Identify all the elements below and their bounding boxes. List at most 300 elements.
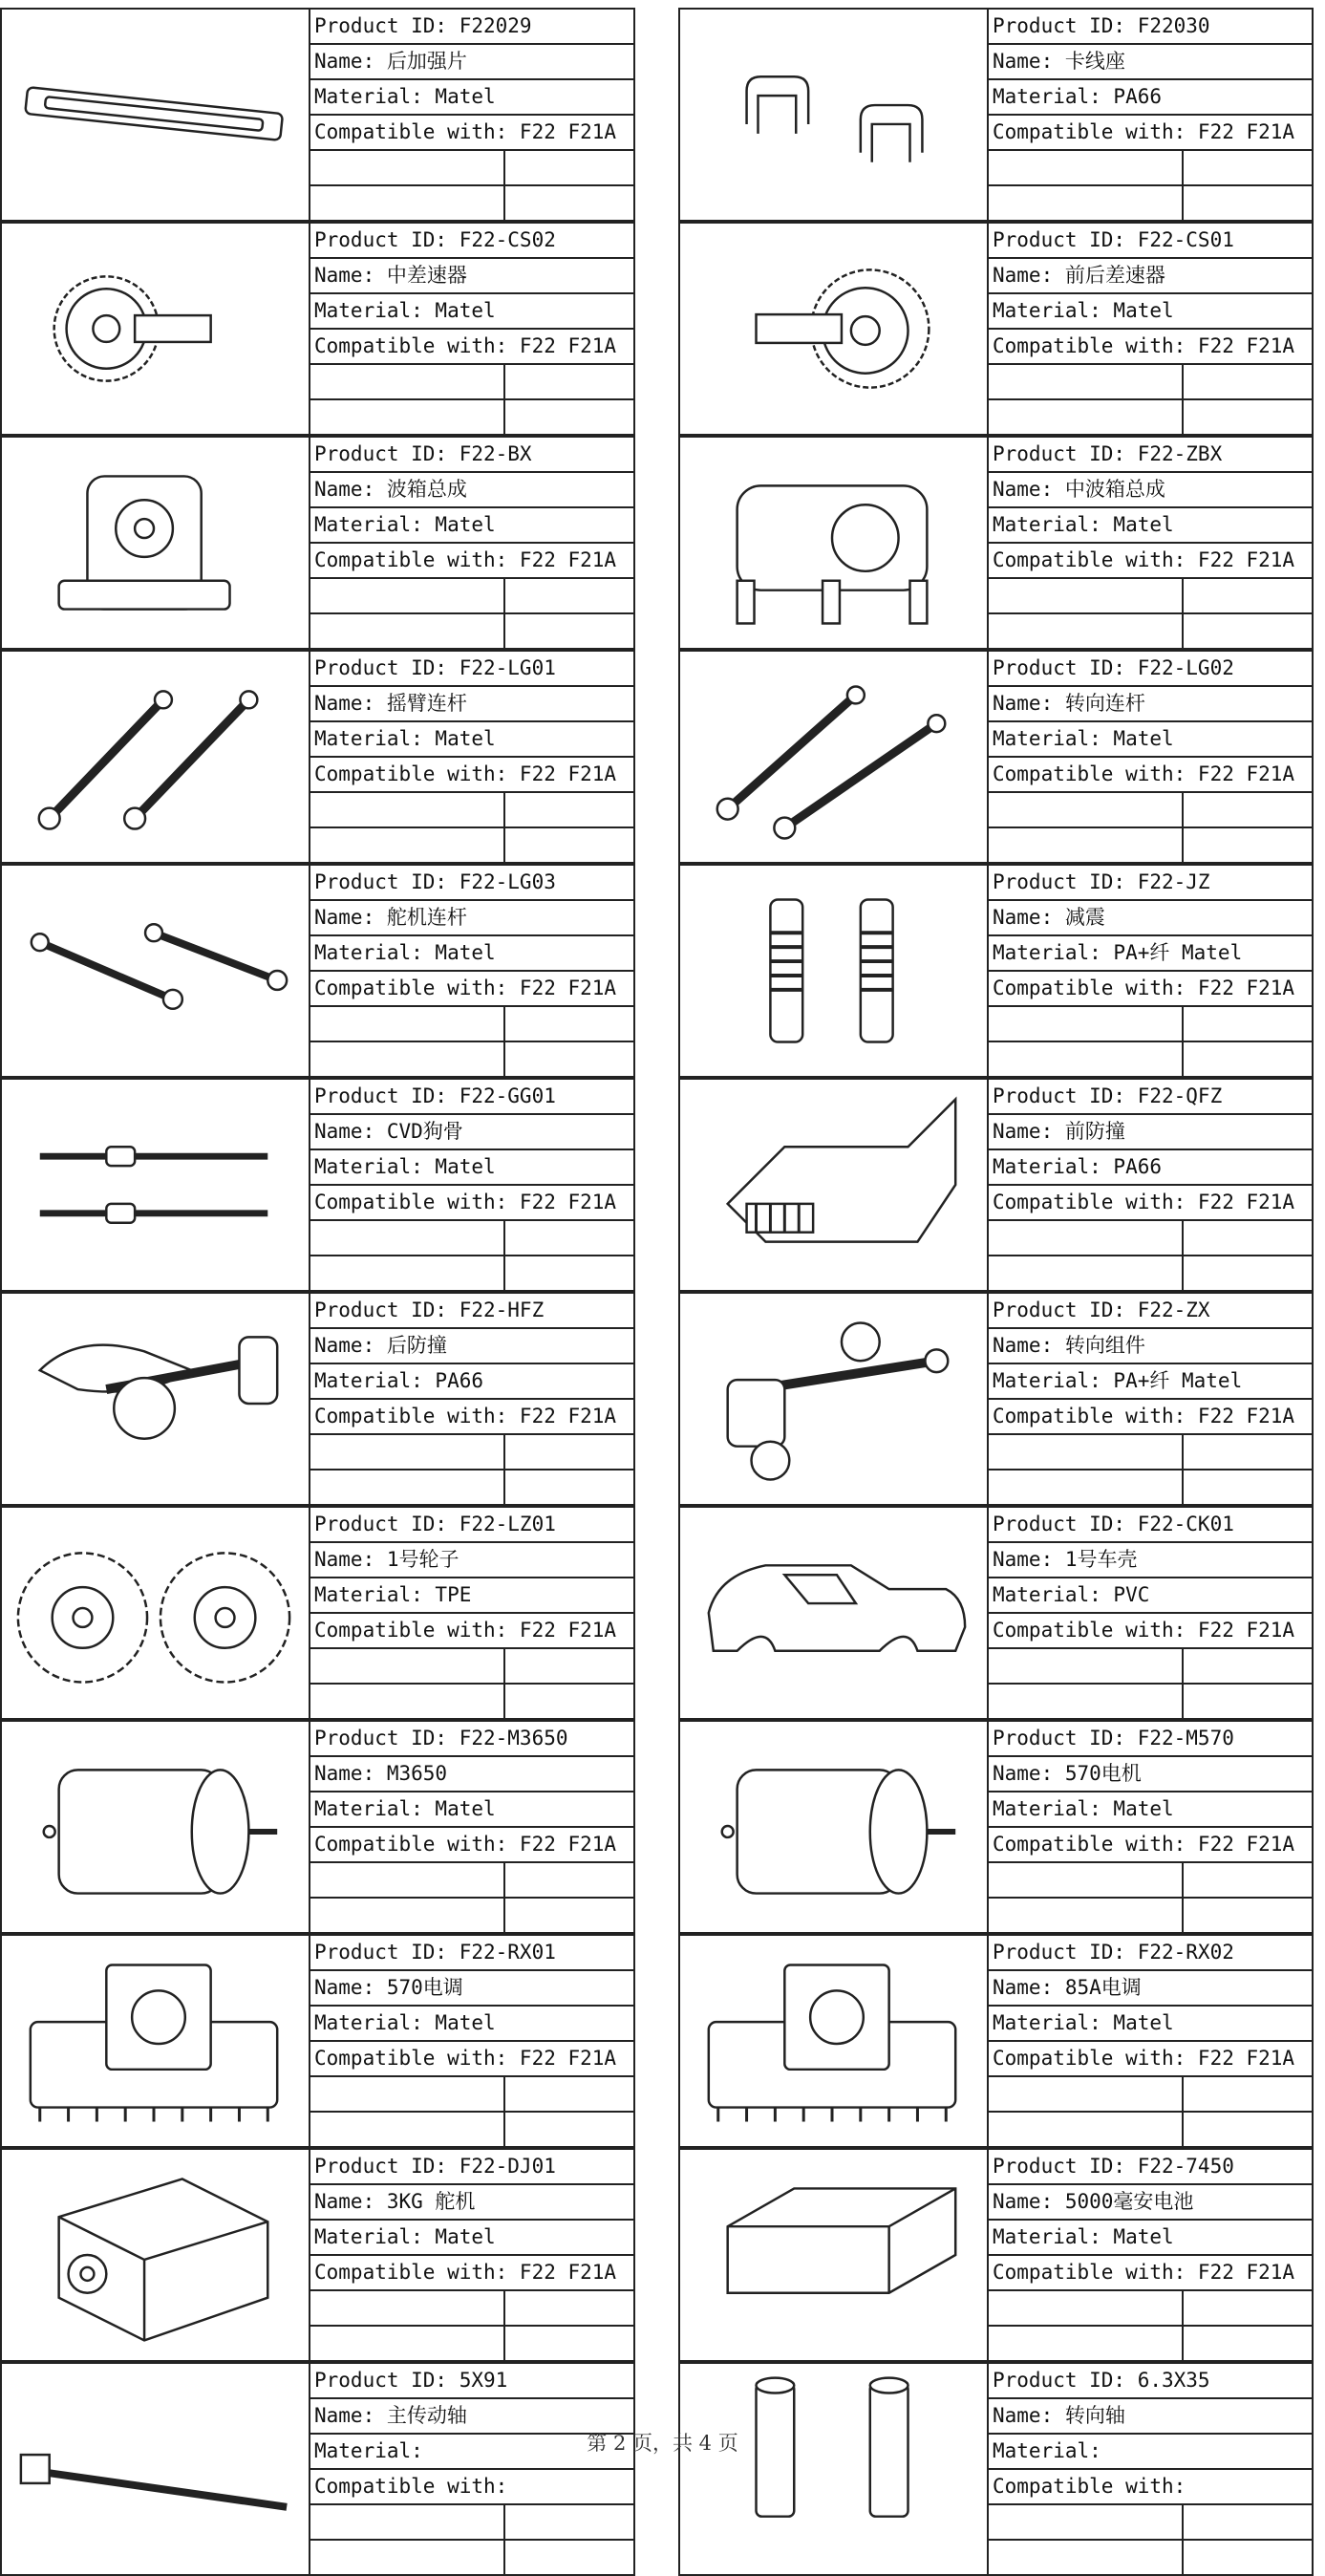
product-id: Product ID: F22-JZ bbox=[989, 866, 1312, 901]
product-material: Material: PA+纤 Matel bbox=[989, 1364, 1312, 1400]
blank-cell bbox=[310, 1899, 505, 1934]
swing-arm-link-icon bbox=[2, 652, 310, 862]
blank-cell bbox=[505, 2541, 633, 2576]
product-compatible: Compatible with: F22 F21A bbox=[989, 972, 1312, 1007]
product-name: Name: 波箱总成 bbox=[310, 473, 633, 508]
blank-cell bbox=[1184, 2505, 1312, 2539]
product-name: Name: M3650 bbox=[310, 1757, 633, 1792]
product-compatible: Compatible with: F22 F21A bbox=[310, 972, 633, 1007]
product-material: Material: bbox=[989, 2435, 1312, 2470]
blank-cell bbox=[310, 2291, 505, 2325]
product-id: Product ID: F22-RX01 bbox=[310, 1936, 633, 1971]
blank-cell bbox=[1184, 2327, 1312, 2362]
product-card-f22-cs01 bbox=[678, 222, 1314, 436]
blank-row bbox=[989, 793, 1312, 828]
product-id: Product ID: F22-HFZ bbox=[310, 1294, 633, 1329]
blank-row bbox=[310, 186, 633, 222]
product-id: Product ID: F22-DJ01 bbox=[310, 2150, 633, 2185]
servo-icon bbox=[2, 2150, 310, 2360]
blank-row bbox=[310, 151, 633, 186]
product-material: Material: Matel bbox=[989, 2007, 1312, 2042]
blank-cell bbox=[989, 2541, 1184, 2576]
steering-assembly-icon bbox=[680, 1294, 989, 1504]
blank-row bbox=[310, 1685, 633, 1720]
blank-cell bbox=[1184, 1649, 1312, 1683]
blank-cell bbox=[505, 1470, 633, 1506]
product-card-f22-7450 bbox=[678, 2148, 1314, 2362]
product-compatible: Compatible with: F22 F21A bbox=[989, 1828, 1312, 1863]
blank-cell bbox=[505, 1435, 633, 1469]
product-material: Material: Matel bbox=[310, 1150, 633, 1186]
blank-cell bbox=[310, 151, 505, 184]
product-info-table bbox=[310, 1080, 633, 1290]
blank-row bbox=[310, 2077, 633, 2113]
blank-cell bbox=[505, 400, 633, 436]
blank-cell bbox=[989, 2291, 1184, 2325]
product-info-table bbox=[989, 224, 1312, 434]
product-name: Name: 后防撞 bbox=[310, 1329, 633, 1364]
product-card-f22-zbx bbox=[678, 436, 1314, 650]
product-id: Product ID: F22-RX02 bbox=[989, 1936, 1312, 1971]
product-compatible: Compatible with: F22 F21A bbox=[989, 544, 1312, 579]
drive-shaft-icon bbox=[2, 2364, 310, 2574]
product-material: Material: Matel bbox=[989, 294, 1312, 330]
product-id: Product ID: F22-7450 bbox=[989, 2150, 1312, 2185]
steering-shaft-icon bbox=[680, 2364, 989, 2574]
product-name: Name: 570电调 bbox=[310, 1971, 633, 2007]
blank-cell bbox=[989, 400, 1184, 436]
blank-cell bbox=[1184, 151, 1312, 184]
blank-cell bbox=[1184, 186, 1312, 222]
esc-icon bbox=[2, 1936, 310, 2146]
servo-link-icon bbox=[2, 866, 310, 1076]
product-card-f22-bx bbox=[0, 436, 635, 650]
blank-cell bbox=[505, 2505, 633, 2539]
product-material: Material: Matel bbox=[310, 508, 633, 544]
product-compatible: Compatible with: F22 F21A bbox=[310, 1614, 633, 1649]
blank-cell bbox=[1184, 1221, 1312, 1255]
blank-cell bbox=[505, 1042, 633, 1078]
product-compatible: Compatible with: F22 F21A bbox=[989, 116, 1312, 151]
blank-row bbox=[310, 2505, 633, 2541]
blank-row bbox=[310, 828, 633, 864]
blank-cell bbox=[989, 365, 1184, 398]
product-material: Material: Matel bbox=[989, 2221, 1312, 2256]
product-material: Material: Matel bbox=[989, 722, 1312, 758]
product-id: Product ID: F22-LZ01 bbox=[310, 1508, 633, 1543]
product-name: Name: 减震 bbox=[989, 901, 1312, 936]
product-name: Name: 舵机连杆 bbox=[310, 901, 633, 936]
blank-cell bbox=[1184, 2541, 1312, 2576]
blank-cell bbox=[310, 365, 505, 398]
product-name: Name: 后加强片 bbox=[310, 45, 633, 80]
product-name: Name: 卡线座 bbox=[989, 45, 1312, 80]
product-card-f22030 bbox=[678, 8, 1314, 222]
product-compatible: Compatible with: bbox=[989, 2470, 1312, 2505]
blank-row bbox=[310, 1256, 633, 1292]
blank-cell bbox=[505, 1685, 633, 1720]
product-info-table bbox=[989, 1080, 1312, 1290]
blank-cell bbox=[1184, 2113, 1312, 2148]
product-compatible: Compatible with: F22 F21A bbox=[310, 758, 633, 793]
blank-cell bbox=[310, 2505, 505, 2539]
blank-cell bbox=[310, 1256, 505, 1292]
product-id: Product ID: F22-M3650 bbox=[310, 1722, 633, 1757]
blank-cell bbox=[1184, 1042, 1312, 1078]
blank-row bbox=[989, 1685, 1312, 1720]
product-card-f22-jz bbox=[678, 864, 1314, 1078]
product-info-table bbox=[310, 652, 633, 862]
product-id: Product ID: F22-M570 bbox=[989, 1722, 1312, 1757]
blank-cell bbox=[1184, 793, 1312, 826]
product-info-table bbox=[310, 1508, 633, 1718]
product-id: Product ID: 6.3X35 bbox=[989, 2364, 1312, 2399]
product-name: Name: 中差速器 bbox=[310, 259, 633, 294]
blank-cell bbox=[1184, 2291, 1312, 2325]
product-info-table bbox=[310, 1722, 633, 1932]
blank-row bbox=[310, 1649, 633, 1685]
product-id: Product ID: F22-ZBX bbox=[989, 438, 1312, 473]
product-name: Name: 570电机 bbox=[989, 1757, 1312, 1792]
blank-cell bbox=[989, 1435, 1184, 1469]
steering-link-icon bbox=[680, 652, 989, 862]
blank-row bbox=[989, 1899, 1312, 1934]
product-card-f22029 bbox=[0, 8, 635, 222]
product-name: Name: 主传动轴 bbox=[310, 2399, 633, 2435]
product-material: Material: PA66 bbox=[989, 1150, 1312, 1186]
product-info-table bbox=[310, 2150, 633, 2360]
product-info-table bbox=[989, 1936, 1312, 2146]
blank-row bbox=[989, 2327, 1312, 2362]
blank-row bbox=[310, 2327, 633, 2362]
blank-cell bbox=[989, 828, 1184, 864]
product-card-f22-qfz bbox=[678, 1078, 1314, 1292]
product-material: Material: bbox=[310, 2435, 633, 2470]
product-compatible: Compatible with: F22 F21A bbox=[310, 2042, 633, 2077]
product-material: Material: PA66 bbox=[310, 1364, 633, 1400]
blank-cell bbox=[989, 1863, 1184, 1897]
product-id: Product ID: F22-BX bbox=[310, 438, 633, 473]
blank-row bbox=[310, 579, 633, 614]
blank-row bbox=[310, 2541, 633, 2576]
blank-cell bbox=[505, 614, 633, 650]
blank-row bbox=[989, 151, 1312, 186]
blank-cell bbox=[989, 151, 1184, 184]
page-footer: 第 2 页，共 4 页 bbox=[587, 2432, 738, 2455]
blank-cell bbox=[989, 2327, 1184, 2362]
product-name: Name: 5000毫安电池 bbox=[989, 2185, 1312, 2221]
blank-row bbox=[989, 1256, 1312, 1292]
product-material: Material: Matel bbox=[989, 1792, 1312, 1828]
product-id: Product ID: F22-CK01 bbox=[989, 1508, 1312, 1543]
blank-row bbox=[310, 2291, 633, 2327]
motor-icon bbox=[2, 1722, 310, 1932]
blank-cell bbox=[505, 793, 633, 826]
blank-cell bbox=[1184, 579, 1312, 612]
product-id: Product ID: F22-GG01 bbox=[310, 1080, 633, 1115]
product-card-f22-dj01 bbox=[0, 2148, 635, 2362]
blank-row bbox=[989, 2505, 1312, 2541]
blank-row bbox=[989, 1649, 1312, 1685]
blank-row bbox=[310, 2113, 633, 2148]
blank-cell bbox=[310, 793, 505, 826]
blank-cell bbox=[505, 1007, 633, 1041]
blank-cell bbox=[310, 1435, 505, 1469]
blank-cell bbox=[310, 1007, 505, 1041]
blank-cell bbox=[989, 1899, 1184, 1934]
product-name: Name: 转向组件 bbox=[989, 1329, 1312, 1364]
blank-cell bbox=[310, 2077, 505, 2111]
blank-row bbox=[989, 2077, 1312, 2113]
blank-row bbox=[310, 1007, 633, 1042]
product-name: Name: 3KG 舵机 bbox=[310, 2185, 633, 2221]
blank-row bbox=[310, 365, 633, 400]
blank-cell bbox=[505, 1256, 633, 1292]
blank-row bbox=[310, 1899, 633, 1934]
blank-cell bbox=[1184, 828, 1312, 864]
blank-cell bbox=[989, 186, 1184, 222]
product-id: Product ID: F22030 bbox=[989, 10, 1312, 45]
blank-row bbox=[310, 614, 633, 650]
blank-cell bbox=[989, 1221, 1184, 1255]
wheel-icon bbox=[2, 1508, 310, 1718]
product-card-f22-lg01 bbox=[0, 650, 635, 864]
product-info-table bbox=[310, 866, 633, 1076]
center-differential-icon bbox=[2, 224, 310, 434]
product-info-table bbox=[310, 1294, 633, 1504]
blank-cell bbox=[1184, 1007, 1312, 1041]
blank-cell bbox=[310, 614, 505, 650]
product-info-table bbox=[989, 1294, 1312, 1504]
product-compatible: Compatible with: F22 F21A bbox=[310, 330, 633, 365]
front-bumper-icon bbox=[680, 1080, 989, 1290]
blank-cell bbox=[1184, 1256, 1312, 1292]
product-material: Material: Matel bbox=[310, 294, 633, 330]
blank-cell bbox=[1184, 614, 1312, 650]
product-id: Product ID: F22-LG02 bbox=[989, 652, 1312, 687]
blank-cell bbox=[989, 2113, 1184, 2148]
blank-cell bbox=[1184, 365, 1312, 398]
product-card-f22-zx bbox=[678, 1292, 1314, 1506]
differential-icon bbox=[680, 224, 989, 434]
motor-icon bbox=[680, 1722, 989, 1932]
blank-row bbox=[989, 1435, 1312, 1470]
blank-cell bbox=[505, 1649, 633, 1683]
product-info-table bbox=[989, 10, 1312, 220]
blank-cell bbox=[989, 1256, 1184, 1292]
product-card-f22-ck01 bbox=[678, 1506, 1314, 1720]
blank-row bbox=[989, 1007, 1312, 1042]
blank-row bbox=[310, 400, 633, 436]
blank-row bbox=[310, 1042, 633, 1078]
product-compatible: Compatible with: F22 F21A bbox=[310, 1828, 633, 1863]
product-card-f22-rx02 bbox=[678, 1934, 1314, 2148]
blank-row bbox=[989, 1221, 1312, 1256]
blank-row bbox=[989, 365, 1312, 400]
product-card-6-3x35 bbox=[678, 2362, 1314, 2576]
product-compatible: Compatible with: F22 F21A bbox=[310, 1186, 633, 1221]
product-card-f22-m3650 bbox=[0, 1720, 635, 1934]
product-info-table bbox=[989, 866, 1312, 1076]
product-compatible: Compatible with: F22 F21A bbox=[989, 1400, 1312, 1435]
blank-row bbox=[989, 1470, 1312, 1506]
product-card-f22-m570 bbox=[678, 1720, 1314, 1934]
reinforcement-plate-icon bbox=[2, 10, 310, 220]
shock-absorber-icon bbox=[680, 866, 989, 1076]
blank-cell bbox=[310, 1470, 505, 1506]
blank-cell bbox=[1184, 1470, 1312, 1506]
blank-cell bbox=[505, 186, 633, 222]
product-info-table bbox=[310, 10, 633, 220]
product-compatible: Compatible with: F22 F21A bbox=[989, 758, 1312, 793]
product-compatible: Compatible with: F22 F21A bbox=[989, 1614, 1312, 1649]
blank-row bbox=[989, 2113, 1312, 2148]
product-card-f22-lz01 bbox=[0, 1506, 635, 1720]
blank-cell bbox=[310, 400, 505, 436]
product-material: Material: Matel bbox=[310, 936, 633, 972]
battery-icon bbox=[680, 2150, 989, 2360]
blank-cell bbox=[310, 2113, 505, 2148]
blank-cell bbox=[505, 2077, 633, 2111]
blank-row bbox=[989, 400, 1312, 436]
product-id: Product ID: F22-LG03 bbox=[310, 866, 633, 901]
center-gearbox-icon bbox=[680, 438, 989, 648]
product-info-table bbox=[310, 1936, 633, 2146]
product-info-table bbox=[989, 1508, 1312, 1718]
product-material: Material: Matel bbox=[310, 2221, 633, 2256]
product-name: Name: CVD狗骨 bbox=[310, 1115, 633, 1150]
product-name: Name: 前后差速器 bbox=[989, 259, 1312, 294]
blank-row bbox=[310, 793, 633, 828]
product-id: Product ID: F22029 bbox=[310, 10, 633, 45]
product-card-f22-lg02 bbox=[678, 650, 1314, 864]
blank-cell bbox=[505, 365, 633, 398]
blank-cell bbox=[989, 579, 1184, 612]
blank-row bbox=[989, 614, 1312, 650]
esc-icon bbox=[680, 1936, 989, 2146]
product-material: Material: PA66 bbox=[989, 80, 1312, 116]
product-card-f22-lg03 bbox=[0, 864, 635, 1078]
blank-cell bbox=[989, 1649, 1184, 1683]
product-info-table bbox=[310, 224, 633, 434]
product-card-f22-rx01 bbox=[0, 1934, 635, 2148]
product-id: Product ID: 5X91 bbox=[310, 2364, 633, 2399]
blank-cell bbox=[989, 1007, 1184, 1041]
blank-cell bbox=[1184, 1863, 1312, 1897]
product-card-f22-gg01 bbox=[0, 1078, 635, 1292]
blank-cell bbox=[989, 1042, 1184, 1078]
rear-bumper-icon bbox=[2, 1294, 310, 1504]
product-compatible: Compatible with: bbox=[310, 2470, 633, 2505]
blank-cell bbox=[989, 2077, 1184, 2111]
blank-cell bbox=[505, 2291, 633, 2325]
product-compatible: Compatible with: F22 F21A bbox=[310, 544, 633, 579]
wire-clip-icon bbox=[680, 10, 989, 220]
blank-row bbox=[310, 1435, 633, 1470]
blank-cell bbox=[989, 614, 1184, 650]
blank-cell bbox=[989, 793, 1184, 826]
product-id: Product ID: F22-CS01 bbox=[989, 224, 1312, 259]
product-id: Product ID: F22-CS02 bbox=[310, 224, 633, 259]
blank-cell bbox=[310, 1685, 505, 1720]
product-info-table bbox=[310, 2364, 633, 2574]
blank-cell bbox=[310, 2327, 505, 2362]
blank-cell bbox=[989, 1470, 1184, 1506]
blank-row bbox=[989, 828, 1312, 864]
product-compatible: Compatible with: F22 F21A bbox=[989, 330, 1312, 365]
blank-cell bbox=[505, 1899, 633, 1934]
product-compatible: Compatible with: F22 F21A bbox=[989, 2042, 1312, 2077]
blank-row bbox=[310, 1863, 633, 1899]
product-name: Name: 摇臂连杆 bbox=[310, 687, 633, 722]
blank-cell bbox=[310, 186, 505, 222]
blank-row bbox=[989, 579, 1312, 614]
blank-cell bbox=[505, 1221, 633, 1255]
product-material: Material: PVC bbox=[989, 1578, 1312, 1614]
cvd-dogbone-icon bbox=[2, 1080, 310, 1290]
product-info-table bbox=[989, 2364, 1312, 2574]
blank-cell bbox=[989, 2505, 1184, 2539]
product-name: Name: 85A电调 bbox=[989, 1971, 1312, 2007]
product-compatible: Compatible with: F22 F21A bbox=[310, 2256, 633, 2291]
blank-cell bbox=[505, 828, 633, 864]
blank-cell bbox=[1184, 400, 1312, 436]
blank-cell bbox=[1184, 1899, 1312, 1934]
blank-cell bbox=[505, 1863, 633, 1897]
blank-row bbox=[310, 1470, 633, 1506]
product-name: Name: 转向轴 bbox=[989, 2399, 1312, 2435]
product-material: Material: Matel bbox=[310, 2007, 633, 2042]
product-compatible: Compatible with: F22 F21A bbox=[310, 116, 633, 151]
blank-cell bbox=[505, 2113, 633, 2148]
product-info-table bbox=[310, 438, 633, 648]
product-id: Product ID: F22-QFZ bbox=[989, 1080, 1312, 1115]
product-name: Name: 1号车壳 bbox=[989, 1543, 1312, 1578]
blank-row bbox=[989, 1042, 1312, 1078]
blank-cell bbox=[310, 1863, 505, 1897]
product-name: Name: 中波箱总成 bbox=[989, 473, 1312, 508]
product-material: Material: Matel bbox=[989, 508, 1312, 544]
blank-cell bbox=[1184, 1435, 1312, 1469]
blank-row bbox=[989, 2541, 1312, 2576]
blank-cell bbox=[310, 2541, 505, 2576]
product-material: Material: Matel bbox=[310, 722, 633, 758]
blank-cell bbox=[310, 1221, 505, 1255]
product-material: Material: TPE bbox=[310, 1578, 633, 1614]
car-shell-icon bbox=[680, 1508, 989, 1718]
product-id: Product ID: F22-LG01 bbox=[310, 652, 633, 687]
product-info-table bbox=[989, 2150, 1312, 2360]
blank-cell bbox=[1184, 1685, 1312, 1720]
product-compatible: Compatible with: F22 F21A bbox=[989, 1186, 1312, 1221]
blank-row bbox=[989, 1863, 1312, 1899]
product-info-table bbox=[989, 1722, 1312, 1932]
product-card-f22-hfz bbox=[0, 1292, 635, 1506]
blank-cell bbox=[505, 579, 633, 612]
blank-cell bbox=[505, 2327, 633, 2362]
blank-cell bbox=[310, 1649, 505, 1683]
product-card-5x91 bbox=[0, 2362, 635, 2576]
gearbox-icon bbox=[2, 438, 310, 648]
product-card-f22-cs02 bbox=[0, 222, 635, 436]
product-material: Material: Matel bbox=[310, 80, 633, 116]
blank-row bbox=[989, 186, 1312, 222]
blank-cell bbox=[310, 1042, 505, 1078]
product-material: Material: Matel bbox=[310, 1792, 633, 1828]
product-name: Name: 转向连杆 bbox=[989, 687, 1312, 722]
product-info-table bbox=[989, 438, 1312, 648]
product-compatible: Compatible with: F22 F21A bbox=[989, 2256, 1312, 2291]
